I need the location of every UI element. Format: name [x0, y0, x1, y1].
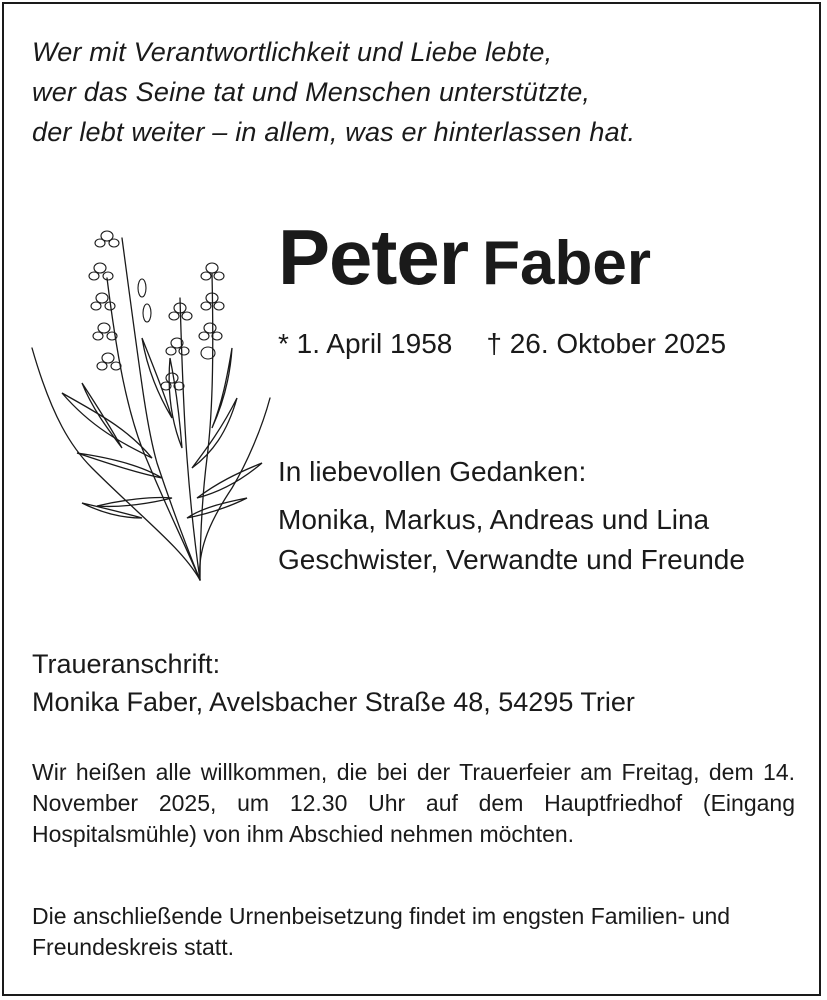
lavender-bouquet-icon	[22, 218, 272, 588]
first-name: Peter	[278, 213, 469, 301]
motto-verse	[32, 32, 635, 152]
funeral-notice: Wir heißen alle willkommen, die bei der Trauerfeier am Freitag, dem 14. November 2025, um 12.30 Uhr auf dem Hauptfriedhof (Eingang Hospitalsmühle) von ihm Abschied nehmen möchten.	[32, 759, 795, 847]
birth-date: * 1. April 1958	[278, 328, 453, 359]
address-label: Traueranschrift:	[32, 649, 221, 679]
motto-line: Wer mit Verantwortlichkeit und Liebe lebte,	[32, 37, 553, 67]
life-dates	[278, 328, 726, 360]
death-date: † 26. Oktober 2025	[486, 328, 727, 359]
mourning-address	[32, 645, 635, 721]
mourners-label: In liebevollen Gedanken:	[278, 456, 587, 487]
burial-notice: Die anschließende Urnenbeisetzung findet im engsten Familien- und Freundeskreis statt.	[32, 903, 731, 960]
mourners-line: Geschwister, Verwandte und Freunde	[278, 544, 745, 575]
address-value: Monika Faber, Avelsbacher Straße 48, 54295 Trier	[32, 687, 635, 717]
motto-line: wer das Seine tat und Menschen unterstützte,	[32, 77, 591, 107]
last-name: Faber	[482, 229, 651, 298]
motto-line: der lebt weiter – in allem, was er hinterlassen hat.	[32, 117, 636, 147]
mourners-line: Monika, Markus, Andreas und Lina	[278, 504, 710, 535]
deceased-name	[278, 213, 651, 301]
mourners-block	[278, 452, 745, 580]
